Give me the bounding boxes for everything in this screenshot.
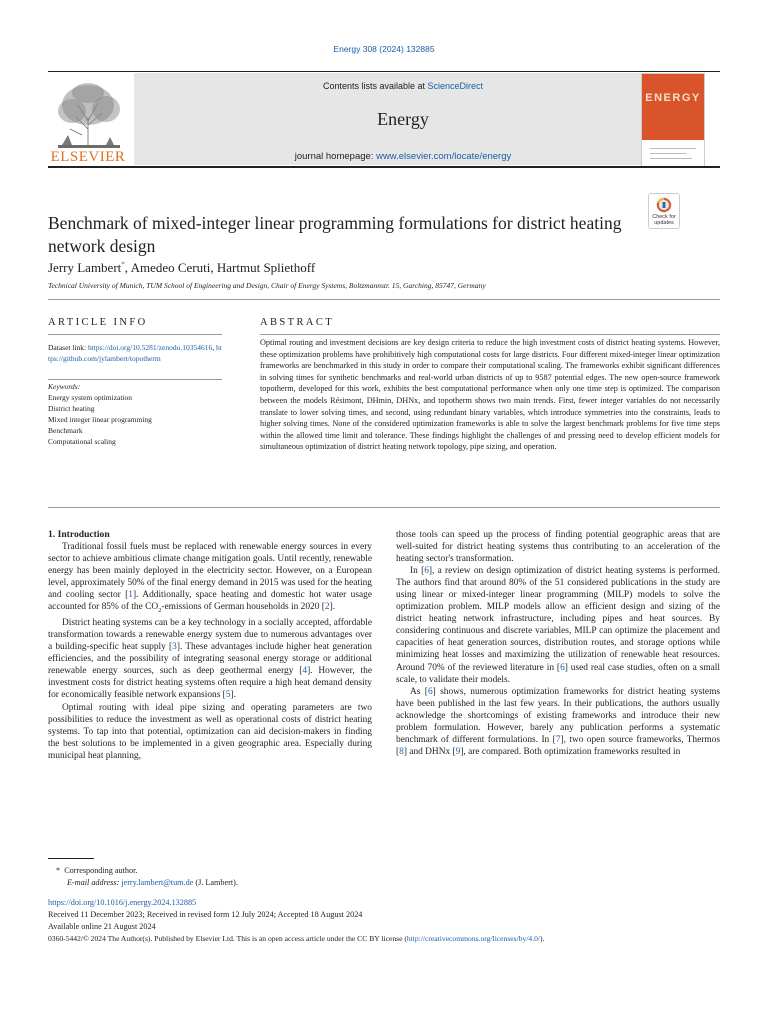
body-paragraph: District heating systems can be a key technology in a socially accepted, affordable transformation towards a renewable energy system due to numerous advantages over a building-specific heat supply [3]. These advantages include higher heat generation efficiencies, and the possibility of integrating seasonal energy storage or additional renewable energy sources, such as deep geothermal energy [4]. However, the investment costs for district heating systems often require a high heat demand density for economically feasible network expansions [5]. (48, 618, 372, 701)
body-paragraph: As [6] shows, numerous optimization frameworks for district heating systems have been published in the last few years. In their publications, the authors usually acknowledge the shortcomings of existing frameworks and introduce their new problem formulation. However, barely any publication performs a systematic benchmark of different formulations. In [7], two open source frameworks, Thermos [8] and DHNx [9], are compared. Both optimization frameworks resulted in (396, 686, 721, 757)
cover-title: ENERGY (645, 92, 701, 104)
github-dataset-link[interactable]: https://github.com/jylambert/topotherm (48, 343, 222, 363)
body-right-column (396, 529, 720, 758)
email-label: E-mail address: (67, 878, 122, 887)
article-info-rule (48, 334, 222, 335)
citation-link[interactable]: 8 (399, 746, 404, 757)
journal-cover-image (641, 73, 705, 167)
citation-link[interactable]: 3 (172, 642, 177, 653)
author-email-link[interactable]: jerry.lambert@tum.de (121, 878, 194, 887)
sciencedirect-link[interactable]: ScienceDirect (427, 81, 484, 91)
body-paragraph: those tools can speed up the process of finding potential geographic areas that are well-suited for district heating systems thus contributing to an acceleration of the heating sector's transformation. (396, 530, 720, 565)
citation-link[interactable]: 7 (555, 734, 561, 745)
body-paragraph: In [6], a review on design optimization of district heating systems is performed. The authors find that around 80% of the 51 considered publications in the study are using linear or mixed-integer linear programming (MILP) models to solve the optimization problem. MILP models allow an efficient design and sizing of the district heating network infrastructure, including pipes and heat sources. By considering continuous and discrete variables, MILP can optimize the placement and capacities of heat generation sources, distribution routes, and storage options while minimizing heat losses and maximizing the utilization of renewable heat resources. Around 70% of the reviewed literature in [6] used real case studies, often on a small scale, to validate their models. (396, 566, 720, 685)
license-link[interactable]: http://creativecommons.org/licenses/by/4.0/ (406, 934, 541, 943)
corresponding-footnote (56, 865, 137, 876)
email-footnote (67, 877, 238, 888)
check-updates-icon (656, 197, 672, 213)
title-separator (48, 299, 720, 300)
citation-link[interactable]: 9 (455, 746, 461, 757)
running-head[interactable]: Energy 308 (2024) 132885 (333, 44, 435, 54)
journal-homepage-link[interactable]: www.elsevier.com/locate/energy (376, 151, 512, 162)
keyword: Mixed integer linear programming (48, 415, 152, 424)
header-top-rule (48, 71, 720, 72)
citation-link[interactable]: 4 (302, 666, 308, 677)
footnote-mark: * (56, 866, 61, 875)
check-for-updates-badge[interactable] (648, 193, 680, 229)
article-title: Benchmark of mixed-integer linear programming formulations for district heating network design (48, 213, 622, 256)
header-bottom-rule (48, 166, 720, 168)
homepage-line (134, 151, 672, 162)
elsevier-wordmark: ELSEVIER (50, 149, 126, 165)
journal-banner (134, 73, 672, 165)
corresponding-label: Corresponding author. (64, 866, 138, 875)
cover-color-band (642, 74, 704, 140)
available-online: Available online 21 August 2024 (48, 922, 156, 931)
abstract-rule (260, 334, 720, 335)
citation-link[interactable]: 1 (128, 590, 133, 601)
abstract-bottom-rule (48, 507, 720, 508)
author-name[interactable]: Jerry Lambert (48, 260, 122, 275)
keyword: Energy system optimization (48, 393, 133, 402)
zenodo-dataset-link[interactable]: https://doi.org/10.5281/zenodo.10354616 (88, 343, 213, 352)
keyword: District heating (48, 404, 95, 413)
footnote-rule (48, 858, 94, 859)
corresponding-author-mark[interactable]: * (121, 260, 125, 269)
doi-link[interactable]: https://doi.org/10.1016/j.energy.2024.132885 (48, 898, 197, 907)
author-name[interactable]: Hartmut Spliethoff (216, 260, 316, 275)
keywords-block (48, 381, 222, 447)
citation-link[interactable]: 6 (424, 566, 429, 577)
keywords-label: Keywords: (48, 382, 81, 391)
cover-text-line (650, 148, 696, 149)
abstract-text: Optimal routing and investment decisions are key design criteria to reduce the high investment costs of district heating systems. However, these optimization problems have prohibitively high computational costs for large districts. Four different mixed-integer linear optimization frameworks are benchmarked in this study in order to compare their computational scaling. The frameworks exhibit significant differences in solving times for synthetic benchmarks and real-world urban districts of up to 9587 potential edges. The new open-source framework topotherm, developed for this work, exhibits the best computational performance when only one time step is optimized. The comparison between the models Résimont, DHmin, DHNx, and topotherm shows two main trends. First, fewer integer variables do not necessarily translate to lower solving times, and second, using redundant binary variables, which introduce symmetries into the constraints, leads to higher solving times. None of the considered optimization frameworks is able to solve the largest benchmark problems for five time steps within the allowed time limit and tolerance. These findings highlight the challenges of and pressing need to develop efficient models for simultaneous optimization of district heating network topology, pipe sizing, and operation. (260, 338, 720, 452)
check-updates-label: Check for updates (652, 214, 676, 226)
journal-name: Energy (377, 109, 429, 129)
dataset-label: Dataset link: (48, 343, 88, 352)
citation-link[interactable]: 6 (427, 686, 433, 697)
cover-text-line (650, 153, 686, 154)
citation-link[interactable]: 5 (225, 690, 231, 701)
abstract-heading: ABSTRACT (260, 317, 335, 328)
keyword: Benchmark (48, 426, 83, 435)
author-name[interactable]: Amedeo Ceruti (130, 260, 211, 275)
keywords-rule (48, 379, 222, 380)
homepage-prefix: journal homepage: (294, 151, 377, 162)
journal-header (48, 71, 720, 166)
section-heading-introduction: 1. Introduction (48, 529, 110, 540)
dataset-separator: , (212, 343, 216, 352)
contents-prefix: Contents lists available at (322, 81, 428, 91)
body-paragraph: Traditional fossil fuels must be replaced with renewable energy sources in every sector to achieve ambitious climate change mitigation goals. Until recently, renewable energy has been mainly deployed in the electricity sector. However, on a European level, approximately 50% of the final energy demand in 2015 was used for the heating and cooling sector [1]. Additionally, space heating and domestic hot water usage accounted for 85% of the $CO_2$-emissions of German households in 2020 [2]. (48, 542, 372, 615)
keyword: Computational scaling (48, 437, 116, 446)
license-line: 0360-5442/© 2024 The Author(s). Published by Elsevier Ltd. This is an open access article under the CC BY license (http://creativecommons.org/licenses/by/4.0/). (48, 934, 545, 943)
cover-text-line (650, 158, 692, 159)
dataset-links (48, 342, 222, 364)
email-suffix: (J. Lambert). (193, 878, 238, 887)
citation-link[interactable]: 2 (324, 602, 330, 613)
contents-line (134, 81, 672, 91)
received-dates: Received 11 December 2023; Received in revised form 12 July 2024; Accepted 18 August 2024 (48, 910, 363, 919)
author-list: Jerry Lambert*, Amedeo Ceruti, Hartmut Spliethoff (48, 260, 316, 275)
affiliation: Technical University of Munich, TUM School of Engineering and Design, Chair of Energy Systems, Boltzmannstr. 15, Garching, 85747, Germany (48, 281, 486, 290)
body-paragraph: Optimal routing with ideal pipe sizing and operating parameters are two possibilities to reduce the investment as well as operational costs of district heating systems. To tap into that potential, optimization can aid decision-makers in finding the best solutions to be implemented in a given geographic area. Especially during municipal heat planning, (48, 702, 372, 761)
publication-info (48, 897, 728, 945)
body-left-column (48, 529, 372, 762)
citation-link[interactable]: 6 (560, 662, 565, 673)
article-info-heading: ARTICLE INFO (48, 317, 148, 328)
